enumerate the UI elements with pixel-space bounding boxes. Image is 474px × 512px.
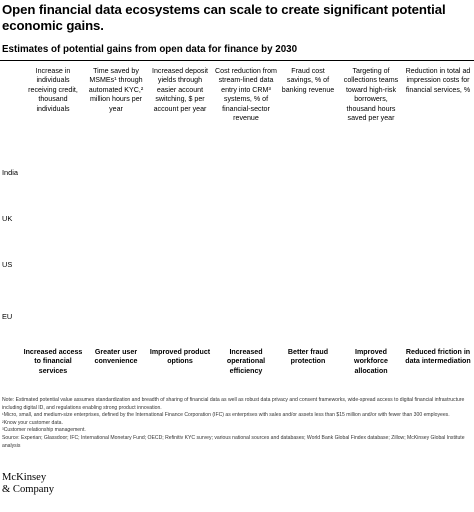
- note-main: Note: Estimated potential value assumes standardization and breadth of sharing of financial data as well as robust data privacy and consent frameworks, wide-spread access to digital financial infrastructure including digital ID, and regulations enabling strong product innovation.: [2, 397, 465, 411]
- benefit-category: Increased access to financial services: [23, 348, 83, 375]
- column-header: Reduction in total ad impression costs for financial services, %: [405, 67, 471, 94]
- row-label: UK: [2, 214, 13, 223]
- column-header: Cost reduction from stream-lined data entry into CRM³ systems, % of financial-sector revenue: [215, 67, 277, 123]
- note-source: Source: Experian; Glassdoor; IFC; International Monetary Fund; OECD; Refinitiv KYC survey; various national sources and databases; World Bank Global Findex database; Zillow; McKinsey Global Institute analysis: [2, 434, 465, 449]
- row-label: India: [2, 168, 19, 177]
- logo-line-2: & Company: [2, 484, 55, 495]
- row-label: EU: [2, 312, 13, 321]
- benefit-category: Better fraud protection: [287, 348, 329, 366]
- note-kyc: ²Know your customer data.: [2, 419, 63, 426]
- column-header: Targeting of collections teams toward high-risk borrowers, thousand hours saved per year: [343, 67, 399, 123]
- benefit-category: Improved workforce allocation: [354, 348, 388, 375]
- chart-title: Open financial data ecosystems can scale to create significant potential economic gains.: [2, 2, 446, 33]
- benefit-category: Increased operational efficiency: [226, 348, 266, 375]
- benefit-category: Improved product options: [149, 348, 211, 366]
- chart-subtitle: Estimates of potential gains from open data for finance by 2030: [2, 44, 298, 55]
- column-header: Time saved by MSMEs¹ through automated KYC,² million hours per year: [88, 67, 144, 113]
- column-header: Increase in individuals receiving credit, thousand individuals: [28, 67, 78, 113]
- column-header: Fraud cost savings, % of banking revenue: [281, 67, 335, 94]
- title-rule: [0, 60, 474, 61]
- mckinsey-logo: [2, 472, 54, 496]
- footnotes: [2, 397, 472, 450]
- logo-line-1: McKinsey: [2, 472, 47, 483]
- benefit-category: Greater user convenience: [94, 348, 138, 366]
- benefit-category: Reduced friction in data intermediation: [405, 348, 471, 366]
- note-msme: ¹Micro, small, and medium-size enterprises, defined by the International Finance Corporation (IFC) as enterprises with sales and/or assets less than $15 million and/or with fewer than 300 employees.: [2, 412, 450, 419]
- column-header: Increased deposit yields through easier account switching, $ per account per year: [152, 67, 208, 113]
- note-crm: ³Customer relationship management.: [2, 427, 86, 434]
- row-label: US: [2, 260, 13, 269]
